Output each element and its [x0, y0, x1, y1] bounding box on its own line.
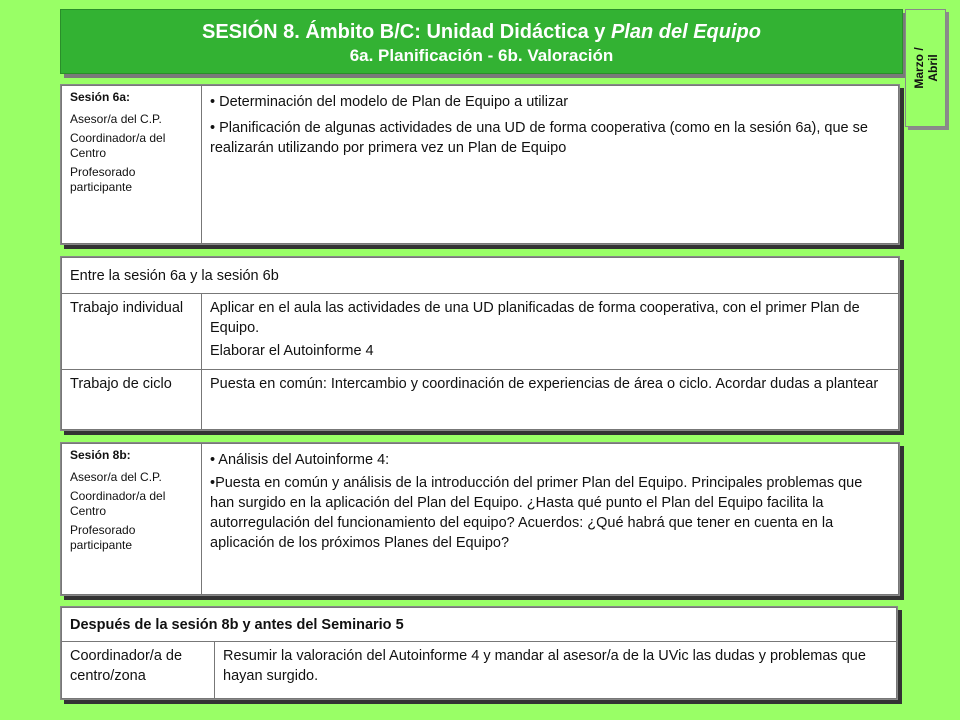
zone-coordinator-task: Resumir la valoración del Autoinforme 4 y mandar al asesor/a de la UVic las dudas y problemas que hayan surgido. — [215, 642, 897, 699]
session-8b-item: • Análisis del Autoinforme 4: — [210, 452, 390, 468]
session-6a-participant: Profesorado participante — [70, 165, 136, 194]
session-title-italic: Plan del Equipo — [610, 21, 761, 43]
session-title-prefix: SESIÓN 8. Ámbito B/C: Unidad Didáctica y — [202, 21, 611, 43]
session-title-banner — [60, 9, 903, 74]
session-8b-content-cell — [202, 444, 899, 595]
session-6a-panel — [60, 84, 900, 245]
session-6a-participants-cell — [62, 86, 202, 244]
session-8b-participants-cell — [62, 444, 202, 595]
after-session-8b-heading: Después de la sesión 8b y antes del Seminario 5 — [62, 608, 897, 642]
between-sessions-panel — [60, 256, 900, 431]
date-line-1: Marzo / — [911, 47, 926, 89]
session-6a-item: • Determinación del modelo de Plan de Equipo a utilizar — [210, 94, 569, 110]
individual-work-line: Elaborar el Autoinforme 4 — [210, 343, 374, 359]
session-6a-item: • Planificación de algunas actividades de una UD de forma cooperativa (como en la sesión 6a), que se realizarán utilizando por primera vez un Plan de Equipo — [210, 120, 868, 156]
individual-work-cell — [202, 294, 899, 370]
session-title — [61, 19, 902, 45]
date-line-2: Abril — [925, 54, 940, 82]
session-8b-item: •Puesta en común y análisis de la introducción del primer Plan del Equipo. Principales problemas que han surgido en la aplicación del Plan del Equipo. ¿Hasta qué punto el Plan del Equipo facilita la autorregulación del funcionamiento del equipo? Acuerdos: ¿Qué habrá que tener en cuenta en la aplicación de los próximos Planes del Equipo? — [210, 475, 863, 551]
individual-work-line: Aplicar en el aula las actividades de una UD planificadas de forma cooperativa, con el primer Plan de Equipo. — [210, 300, 860, 336]
session-6a-content-cell — [202, 86, 899, 244]
date-label-box — [905, 9, 946, 127]
session-6a-participant: Asesor/a del C.P. — [70, 112, 162, 126]
individual-work-label: Trabajo individual — [62, 294, 202, 370]
zone-coordinator-label: Coordinador/a de centro/zona — [62, 642, 215, 699]
after-session-8b-panel — [60, 606, 898, 700]
session-8b-participant: Profesorado participante — [70, 523, 136, 552]
session-6a-heading: Sesión 6a: — [70, 90, 131, 104]
session-6a-participant: Coordinador/a del Centro — [70, 131, 166, 160]
session-8b-heading: Sesión 8b: — [70, 448, 131, 462]
session-8b-panel — [60, 442, 900, 596]
cycle-work-text: Puesta en común: Intercambio y coordinación de experiencias de área o ciclo. Acordar dudas a plantear — [202, 370, 899, 430]
between-sessions-heading: Entre la sesión 6a y la sesión 6b — [62, 258, 899, 294]
date-label — [912, 47, 940, 88]
cycle-work-label: Trabajo de ciclo — [62, 370, 202, 430]
session-subtitle: 6a. Planificación - 6b. Valoración — [349, 46, 614, 65]
session-8b-participant: Asesor/a del C.P. — [70, 470, 162, 484]
session-8b-participant: Coordinador/a del Centro — [70, 489, 166, 518]
